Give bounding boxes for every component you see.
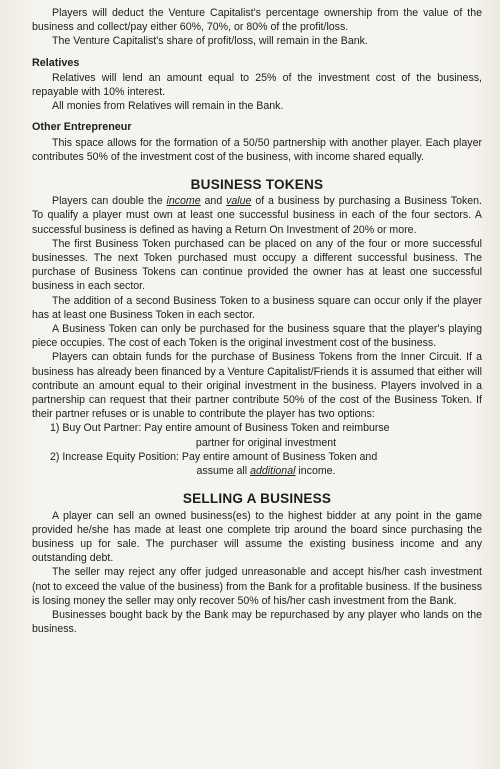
tokens-p1-text-c: of a business by purchasing a Business Token. To qualify a player must own at least one successful business in each of the four sectors. A successful business is defined as having a Return On Investment of 20% or more.: [32, 195, 482, 236]
tokens-p1-value: value: [226, 195, 252, 208]
tokens-paragraph-5: Players can obtain funds for the purchase of Business Tokens from the Inner Circuit. If a business has already been financed by a Venture Capitalist/Friends it is assumed that either will contribute an amount equal to their original investment in the business. Players involved in a partnership can request that their partner contribute 50% of the cost of the Business Token. If their partner refuses or is unable to contribute the player has two options:: [32, 351, 482, 421]
venture-paragraph-1: Players will deduct the Venture Capitalist's percentage ownership from the value of the business and collect/pay either 60%, 70%, or 80% of the profit/loss.: [32, 7, 482, 34]
tokens-paragraph-4: A Business Token can only be purchased for the business square that the player's playing piece occupies. The cost of each Token is the original investment cost of the business.: [32, 323, 482, 350]
relatives-heading: Relatives: [32, 56, 80, 69]
entrepreneur-heading: Other Entrepreneur: [32, 121, 132, 134]
option-2-cont-b: income.: [295, 465, 336, 478]
relatives-paragraph-1: Relatives will lend an amount equal to 25% of the investment cost of the business, repayable with 10% interest.: [32, 71, 482, 99]
selling-paragraph-3: Businesses bought back by the Bank may be repurchased by any player who lands on the business.: [32, 608, 482, 636]
tokens-p1-text-b: and: [200, 195, 227, 208]
option-buy-out-partner: [50, 421, 482, 449]
option-1-continuation: partner for original investment: [195, 436, 337, 449]
selling-paragraph-1: A player can sell an owned business(es) to the highest bidder at any point in the game provided he/she has made at least one complete trip around the board since purchasing the business up for sale. The purchaser will assume the existing business income and any outstanding debt.: [32, 509, 482, 565]
business-tokens-heading: BUSINESS TOKENS: [190, 177, 324, 193]
option-2-cont-a: assume all: [196, 465, 251, 478]
option-2-text: 2) Increase Equity Position: Pay entire amount of Business Token and: [50, 450, 378, 463]
option-1-text: 1) Buy Out Partner: Pay entire amount of Business Token and reimburse: [50, 422, 390, 435]
tokens-paragraph-1: [32, 194, 482, 237]
tokens-p1-income: income: [166, 195, 201, 208]
option-2-cont-additional: additional: [250, 465, 296, 478]
tokens-paragraph-3: The addition of a second Business Token to a business square can occur only if the player has at least one Business Token in each sector.: [32, 294, 482, 321]
selling-business-heading: SELLING A BUSINESS: [182, 491, 332, 507]
option-2-continuation: [50, 464, 482, 478]
tokens-p1-text-a: Players can double the: [52, 195, 167, 208]
entrepreneur-paragraph-1: This space allows for the formation of a 50/50 partnership with another player. Each player contributes 50% of the investment cost of the business, with income shared equally.: [32, 136, 482, 163]
option-increase-equity: [50, 450, 482, 478]
tokens-paragraph-2: The first Business Token purchased can be placed on any of the four or more successful businesses. The next Token purchased must occupy a different successful business. The purchase of Business Tokens can continue provided the owner has at least one successful business in each sector.: [32, 237, 482, 293]
relatives-paragraph-2: All monies from Relatives will remain in the Bank.: [52, 100, 284, 113]
venture-paragraph-2: The Venture Capitalist's share of profit/loss, will remain in the Bank.: [52, 35, 368, 48]
selling-paragraph-2: The seller may reject any offer judged unreasonable and accept his/her cash investment (not to exceed the value of the business) from the Bank for a profitable business. If the business is losing money the seller may only recover 50% of his/her cash investment from the Bank.: [32, 566, 482, 607]
